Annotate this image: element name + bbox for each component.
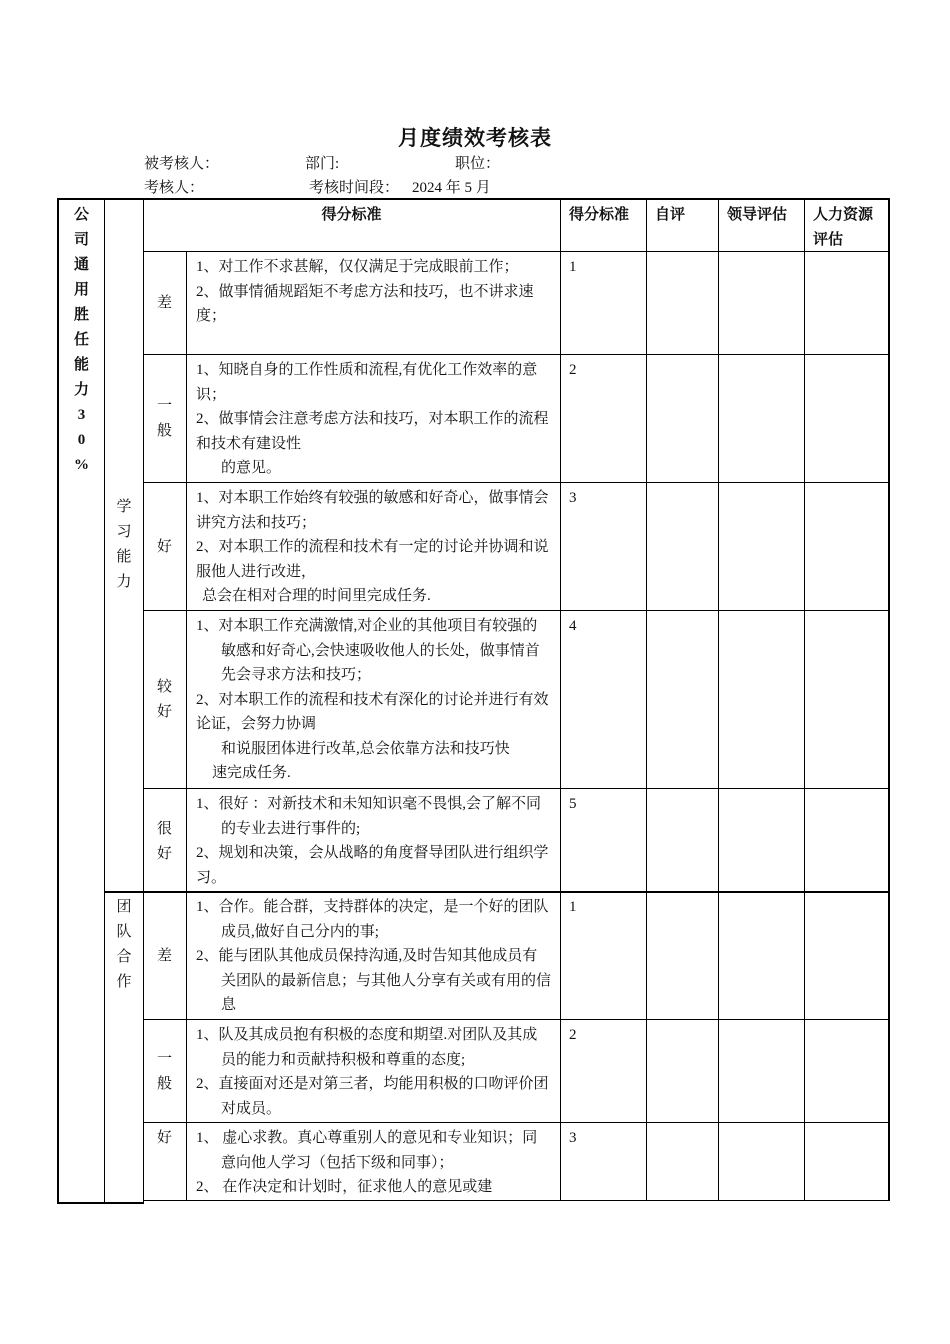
period-value: 2024 年 5 月 [412,180,491,196]
row-line [143,354,889,355]
criteria-text: 1、队及其成员抱有积极的态度和期望.对团队及其成员的能力和贡献持积极和尊重的态度; 2、直接面对还是对第三者，均能用积极的口吻评价团对成员。 [196,1027,549,1117]
score-value: 4 [569,618,577,634]
teamwork-label: 团 队 合 作 [116,899,132,990]
row-line [143,1019,889,1020]
period-label: 考核时间段： [309,180,400,196]
score-value: 1 [569,259,577,275]
col-line [718,200,719,1201]
row-line [143,482,889,483]
score-value: 3 [569,1130,577,1146]
learning-ability-label: 学 习 能 力 [116,499,132,590]
criteria-text: 1、对本职工作始终有较强的敏感和好奇心，做事情会讲究方法和技巧； 2、对本职工作的流程和技术有一定的讨论并协调和说服他人进行改进， 总会在相对合理的时间里完成任务. [196,490,549,604]
criteria-text: 1、对工作不求甚解，仅仅满足于完成眼前工作； 2、做事情循规蹈矩不考虑方法和技巧，也不讲求速度； [196,259,534,324]
score-value: 2 [569,1027,577,1043]
level-label: 一 般 [156,1051,172,1092]
level-label: 差 [156,948,172,964]
score-value: 5 [569,796,577,812]
table-bottom-border [57,1202,144,1204]
assessor-label: 考核人： [144,180,205,196]
row-line [143,251,889,252]
level-label: 好 [156,539,172,555]
criteria-text: 1、 虚心求教。真心尊重别人的意见和专业知识；同意向他人学习（包括下级和同事）； 2、 在作决定和计划时，征求他人的意见或建 [196,1130,538,1195]
level-label: 好 [156,1130,172,1146]
header-leader: 领导评估 [727,207,788,223]
level-label: 很 好 [156,821,172,862]
department-label: 部门: [305,156,340,172]
header-self: 自评 [655,207,686,223]
level-label: 差 [156,295,172,311]
row-line [143,788,889,789]
score-value: 1 [569,899,577,915]
category-label: 公 司 通 用 胜 任 能 力 3 0 % [73,207,89,473]
score-value: 2 [569,362,577,378]
assessee-label: 被考核人： [144,156,220,172]
col-line [646,200,647,1201]
row-line [143,1200,889,1201]
page-title: 月度绩效考核表 [398,126,552,150]
col-line [804,200,805,1201]
col-line [560,200,561,1201]
row-line [143,1122,889,1123]
header-hr: 人力资源评估 [813,207,874,248]
criteria-text: 1、很好 ：对新技术和未知知识毫不畏惧,会了解不同的专业去进行事件的; 2、规划和决策，会从战略的角度督导团队进行组织学习。 [196,796,549,886]
header-score: 得分标准 [569,207,630,223]
table-right-border [888,198,890,1201]
level-label: 一 般 [156,398,172,439]
criteria-text: 1、对本职工作充满激情,对企业的其他项目有较强的敏感和好奇心,会快速吸收他人的长处，做事情首先会寻求方法和技巧； 2、对本职工作的流程和技术有深化的讨论并进行有效论证，会努力协调 和说服团体进行改革,总会依靠方法和技巧快 速完成任务. [196,618,549,781]
table-top-border [57,198,890,200]
row-line [143,610,889,611]
criteria-text: 1、合作。能合群，支持群体的决定，是一个好的团队成员,做好自己分内的事; 2、能与团队其他成员保持沟通,及时告知其他成员有关团队的最新信息；与其他人分享有关或有用的信息 [196,899,552,1013]
level-label: 较 好 [156,679,172,720]
col-line [186,251,187,1201]
score-value: 3 [569,490,577,506]
header-criteria: 得分标准 [321,207,382,223]
col-line [104,200,105,1202]
criteria-text: 1、知晓自身的工作性质和流程,有优化工作效率的意识； 2、做事情会注意考虑方法和技巧，对本职工作的流程和技术有建设性 的意见。 [196,362,549,476]
section-separator [105,891,890,893]
position-label: 职位： [455,156,501,172]
